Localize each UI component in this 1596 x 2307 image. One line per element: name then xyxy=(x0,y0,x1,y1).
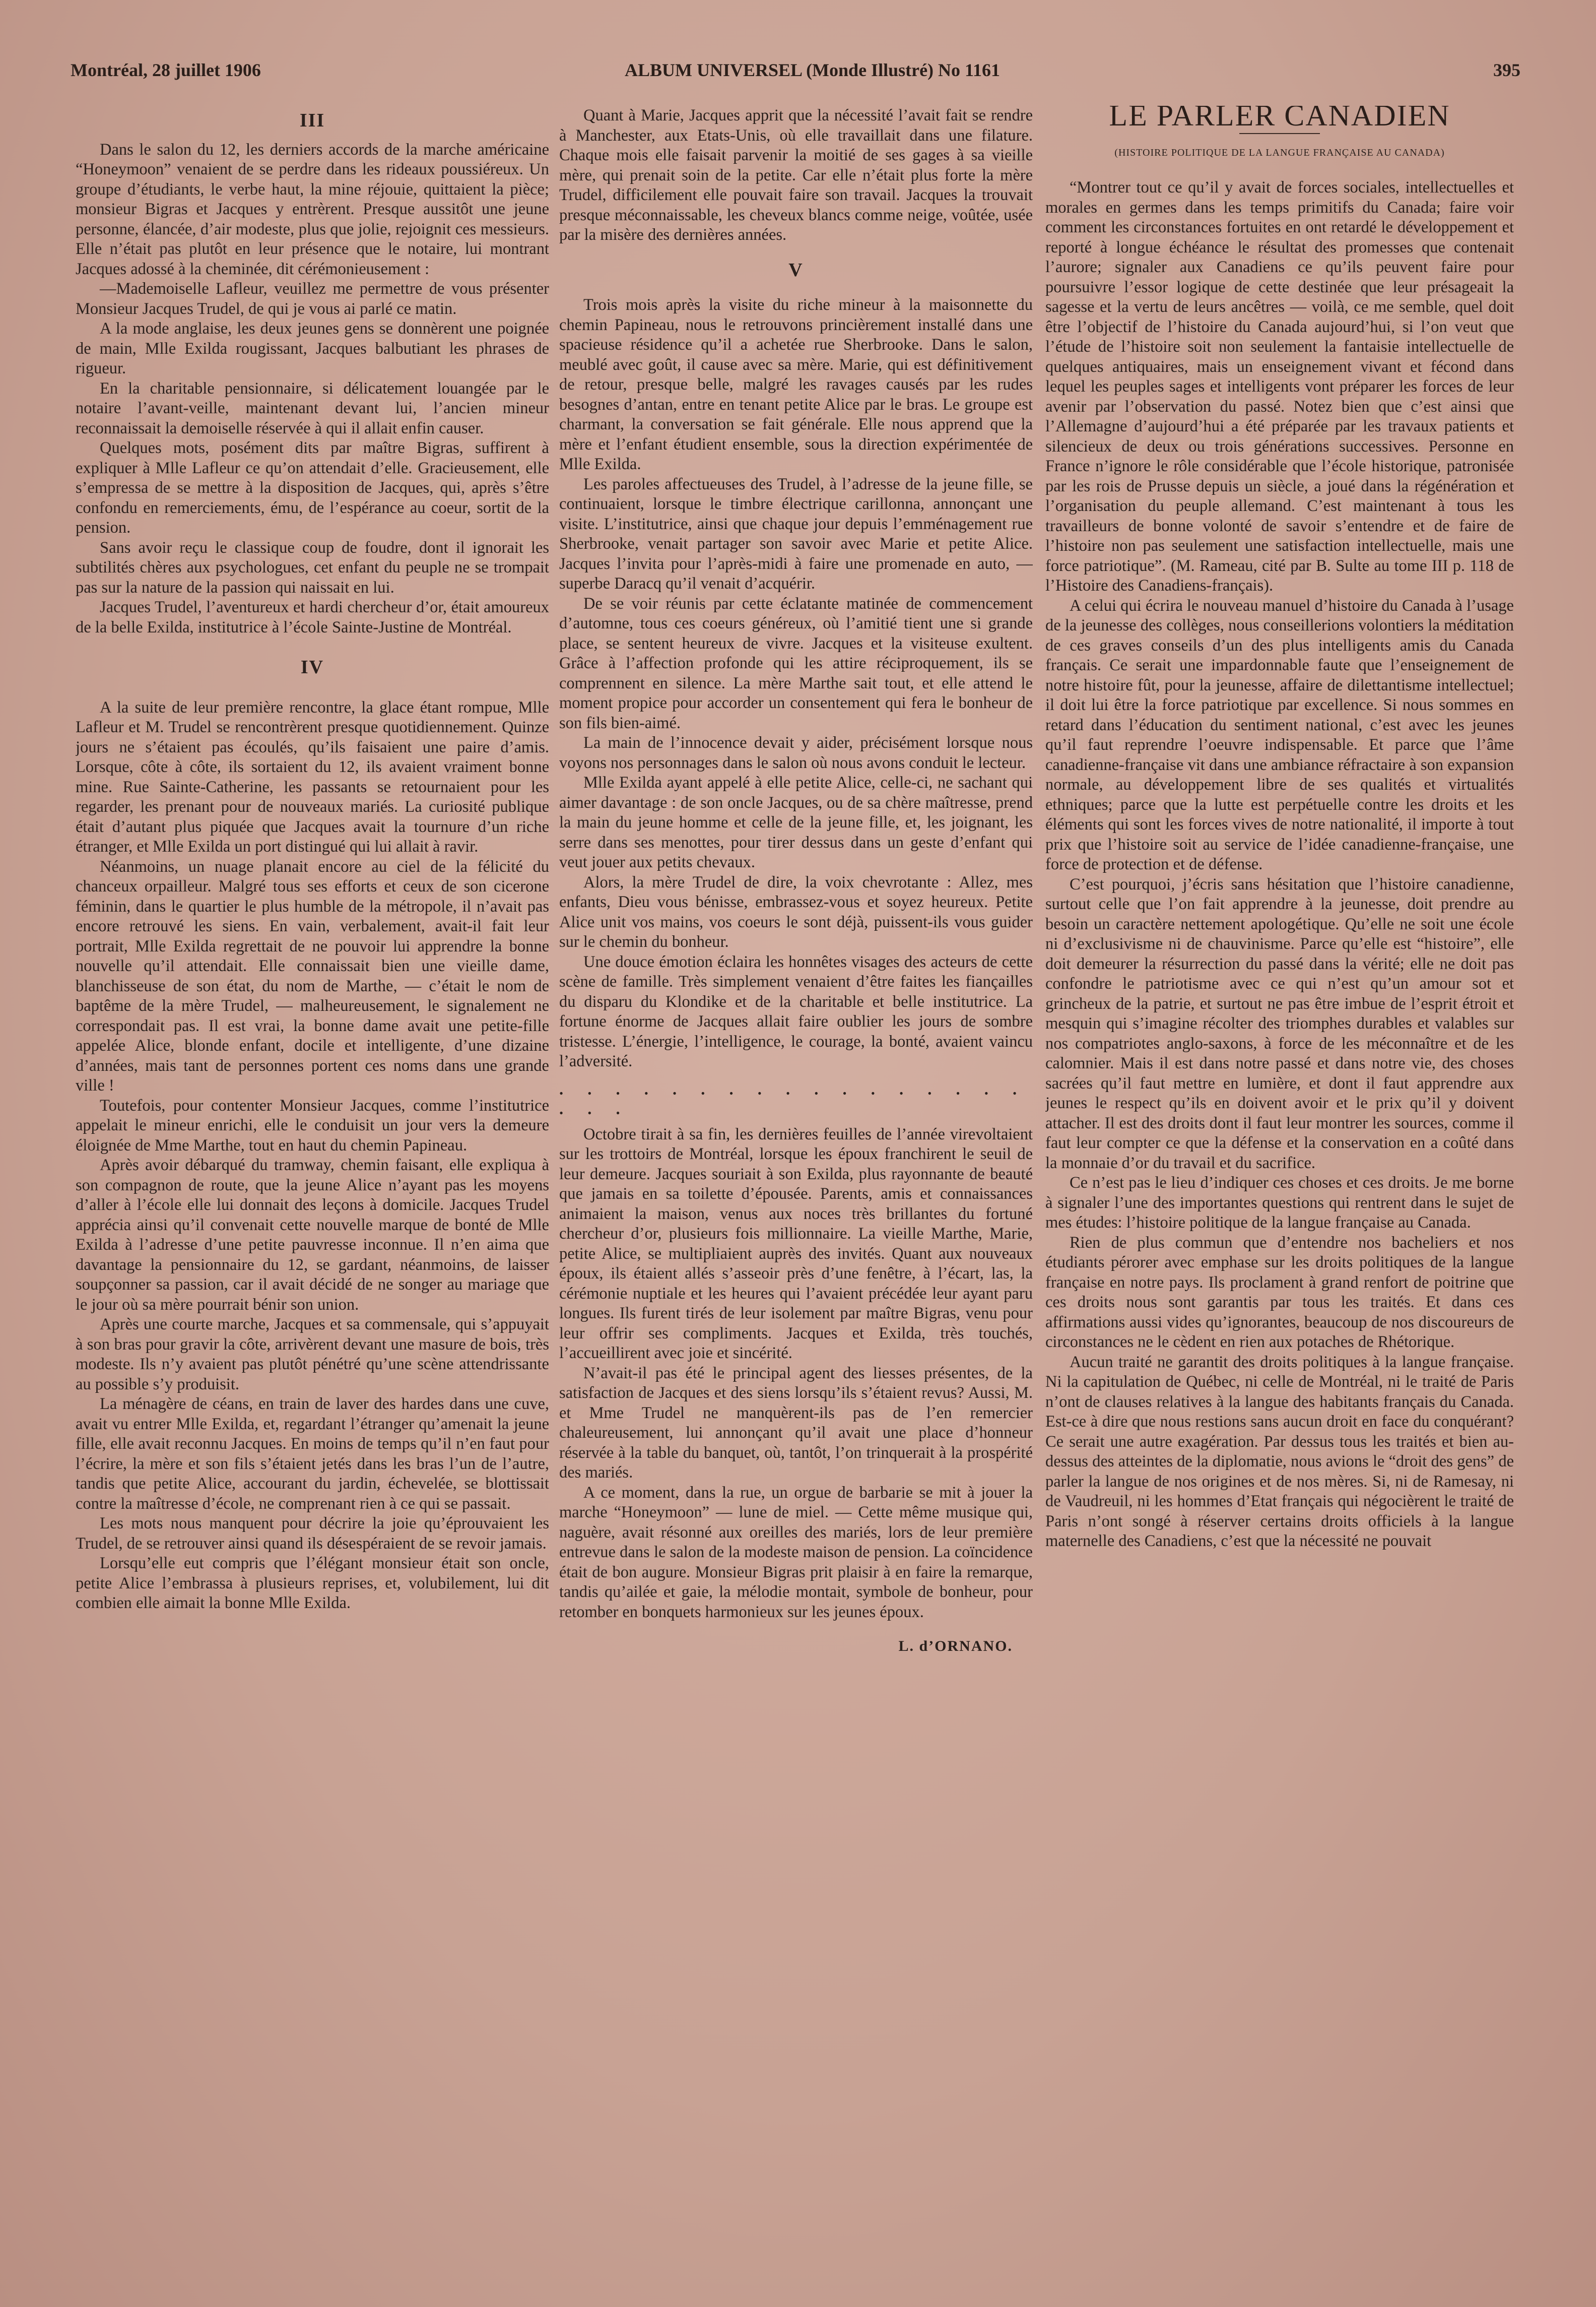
paragraph: “Montrer tout ce qu’il y avait de forces sociales, intellectuelles et morales en germes dans les temps primitifs du Canada; faire voir comment les circonstances fortuites en ont retardé le développement et reporté à longue échéance le résultat des promesses que contenait l’aurore; signaler aux Canadiens ce qu’ils peuvent faire pour poursuivre l’essor logique de cette destinée que leur présageait la sagesse et la vertu de leurs ancêtres — voilà, ce me semble, quel doit être l’objectif de l’histoire du Canada aujourd’hui, si l’on veut que l’étude de l’histoire soit non seulement la fantaisie intellectuelle de quelques antiquaires, mais un enseignement vivant et fécond dans lequel les peuples sages et intelligents vont préparer les forces de leur avenir par l’observation du passé. Notez bien que c’est ainsi que l’Allemagne d’aujourd’hui a été préparée par les travaux patients et silencieux de deux ou trois générations successives. Personne en France n’ignore le rôle considérable que l’école historique, patronisée par les rois de Prusse depuis un siècle, a joué dans la régénération et l’organisation du peuple allemand. C’est maintenant à tous les travailleurs de bonne volonté de savoir s’entendre et de faire de l’histoire non pas seulement une satisfaction intellectuelle, mais une force patriotique”. (M. Rameau, cité par B. Sulte au tome III p. 118 de l’Histoire des Canadiens-français). xyxy=(1045,178,1514,595)
paragraph: —Mademoiselle Lafleur, veuillez me permettre de vous présenter Monsieur Jacques Trudel, de qui je vous ai parlé ce matin. xyxy=(76,280,549,318)
paragraph: C’est pourquoi, j’écris sans hésitation que l’histoire canadienne, surtout celle que l’on fait apprendre à la jeunesse, doit prendre au besoin un caractère nettement apologétique. Qu’elle ne soit une école ni d’exclusivisme ni de chauvinisme. Parce qu’elle est “histoire”, elle doit demeurer la résurrection du passé dans la vérité; elle ne doit pas confondre le patriotisme avec ce qui n’est qu’un amour sot et grincheux de la patrie, et surtout ne pas être imbue de l’esprit étroit et mesquin qui s’imagine récolter des triomphes durables et valables sur nos compatriotes anglo-saxons, à force de les méconnaître et de les calomnier. Mais il est dans notre passé et dans notre vie, des choses sacrées qu’il faut mettre en lumière, et dont il faut apprendre aux jeunes le respect qu’ils en doivent avoir et le prix qu’il y doivent attacher. Il est des droits dont il faut leur montrer les sources, comme il faut leur compter ce que la défense et la conservation en a coûté dans la monnaie d’or du travail et du sacrifice. xyxy=(1045,875,1514,1172)
article-title: LE PARLER CANADIEN xyxy=(1109,106,1450,132)
paragraph: A la suite de leur première rencontre, la glace étant rompue, Mlle Lafleur et M. Trudel se rencontrèrent presque quotidiennement. Quinze jours ne s’étaient pas écoulés, qu’ils faisaient une paire d’amis. Lorsque, côte à côte, ils sortaient du 12, ils avaient vraiment bonne mine. Rue Sainte-Catherine, les passants se retournaient pour les regarder, les prenant pour de nouveaux mariés. La curiosité publique était d’autant plus piquée que Jacques avait la tournure d’un riche étranger, et Mlle Exilda un port distingué qui lui allait à ravir. xyxy=(76,698,549,856)
paragraph: A ce moment, dans la rue, un orgue de barbarie se mit à jouer la marche “Honeymoon” — lune de miel. — Cette même musique qui, naguère, avait résonné aux oreilles des mariés, lors de leur première entrevue dans le salon de la modeste maison de pension. La coïncidence était de bon augure. Monsieur Bigras prit plaisir à en faire la remarque, tandis qu’ailée et gaie, la mélodie montait, symbole de bonheur, pour retomber en bonquets harmonieux sur les jeunes époux. xyxy=(559,1483,1033,1621)
section-heading-v: V xyxy=(788,259,804,281)
paragraph: Mlle Exilda ayant appelé à elle petite Alice, celle-ci, ne sachant qui aimer davantage : de son oncle Jacques, ou de sa chère maîtresse, prend la main du jeune homme et celle de la jeune fille, et, les joignant, les serre dans ses menottes, pour tirer dessus dans un geste d’enfant qui veut jouer aux petits chevaux. xyxy=(559,774,1033,871)
paragraph: Trois mois après la visite du riche mineur à la maisonnette du chemin Papineau, nous le retrouvons princièrement installé dans une spacieuse résidence qu’il a achetée rue Sherbrooke. Dans le salon, meublé avec goût, il cause avec sa mère. Marie, qui est définitivement de retour, presque belle, malgré les ravages causés par les rudes besognes d’antan, entre en tenant petite Alice par le bras. Le groupe est charmant, la conversation se fait générale. Elle nous apprend que la mère et l’enfant étudient ensemble, sous la direction expérimentée de Mlle Exilda. xyxy=(559,296,1033,473)
paragraph: Après avoir débarqué du tramway, chemin faisant, elle expliqua à son compagnon de route, que la jeune Alice n’ayant pas les moyens d’aller à l’école elle lui donnait des leçons à domicile. Jacques Trudel apprécia ainsi qu’il convenait cette nouvelle marque de bonté de Mlle Exilda à l’adresse d’une petite pauvresse inconnue. Il n’en aima que davantage la pensionnaire du 12, se gardant, néanmoins, de laisser soupçonner sa passion, car il avait décidé de ne songer au mariage que le jour où sa mère pourrait bénir son union. xyxy=(76,1156,549,1314)
section-heading-iii: III xyxy=(299,110,325,131)
paragraph: Alors, la mère Trudel de dire, la voix chevrotante : Allez, mes enfants, Dieu vous bénisse, embrassez-vous et soyez heureux. Petite Alice unit vos mains, vos coeurs le sont déjà, puissent-ils vous guider sur le chemin du bonheur. xyxy=(559,873,1033,951)
paragraph: Rien de plus commun que d’entendre nos bacheliers et nos étudiants pérorer avec emphase sur les droits politiques de la langue française en notre pays. Ils proclament à grand renfort de poitrine que ces droits nous sont garantis par tous les traités. Et dans ces affirmations aussi vides qu’ignorantes, beaucoup de nos discoureurs de circonstances ne le cèdent en rien aux potaches de Rhétorique. xyxy=(1045,1233,1514,1351)
paragraph: Lorsqu’elle eut compris que l’élégant monsieur était son oncle, petite Alice l’embrassa à plusieurs reprises, et, volubilement, lui dit combien elle aimait la bonne Mlle Exilda. xyxy=(76,1554,549,1612)
column-1 xyxy=(76,106,549,2273)
paragraph: Jacques Trudel, l’aventureux et hardi chercheur d’or, était amoureux de la belle Exilda, institutrice à l’école Sainte-Justine de Montréal. xyxy=(76,598,549,636)
section-heading-iv: IV xyxy=(300,657,324,678)
paragraph: Dans le salon du 12, les derniers accords de la marche américaine “Honeymoon” venaient de se perdre dans les rideaux poussiéreux. Un groupe d’étudiants, le verbe haut, la mine réjouie, quittaient la pièce; monsieur Bigras et Jacques y entrèrent. Presque aussitôt une jeune personne, élancée, d’air modeste, plus que jolie, rejoignit ces messieurs. Elle n’était pas plutôt en leur présence que le notaire, lui montrant Jacques adossé à la cheminée, dit cérémonieusement : xyxy=(76,140,549,278)
paragraph: Après une courte marche, Jacques et sa commensale, qui s’appuyait à son bras pour gravir la côte, arrivèrent devant une masure de bois, très modeste. Ils n’y avaient pas plutôt pénétré qu’une scène attendrissante au possible s’y produisit. xyxy=(76,1315,549,1393)
publication-title: ALBUM UNIVERSEL (Monde Illustré) No 1161 xyxy=(625,60,1001,80)
paragraph: La main de l’innocence devait y aider, précisément lorsque nous voyons nos personnages dans le salon où nous avons conduit le lecteur. xyxy=(559,734,1033,772)
column-2 xyxy=(559,106,1033,2273)
paragraph: Une douce émotion éclaira les honnêtes visages des acteurs de cette scène de famille. Très simplement venaient d’être faites les fiançailles du disparu du Klondike et de la charitable et belle institutrice. La fortune énorme de Jacques allait faire oublier les jours de sombre tristesse. L’énergie, l’intelligence, le courage, la bonté, avaient vaincu l’adversité. xyxy=(559,952,1033,1070)
running-head xyxy=(71,59,1520,90)
paragraph: Octobre tirait à sa fin, les dernières feuilles de l’année virevoltaient sur les trottoirs de Montréal, lorsque les époux franchirent le seuil de leur demeure. Jacques souriait à son Exilda, plus rayonnante de beauté que jamais en sa toilette d’épousée. Parents, amis et connaissances animaient la maison, venus aux noces très brillantes du fortuné chercheur d’or, plusieurs fois millionnaire. La vieille Marthe, Marie, petite Alice, se multipliaient auprès des invités. Quant aux nouveaux époux, ils étaient allés s’asseoir près d’une fenêtre, à l’écart, las, la cérémonie nuptiale et les heures qui l’avaient précédée leur ayant paru longues. Ils furent tirés de leur isolement par maître Bigras, venu pour leur offrir ses compliments. Jacques et Exilda, très touchés, l’accueillirent avec joie et sincérité. xyxy=(559,1125,1033,1362)
paragraph: Aucun traité ne garantit des droits politiques à la langue française. Ni la capitulation de Québec, ni celle de Montréal, ni le traité de Paris n’ont de clauses relatives à la langue des habitants français du Canada. Est-ce à dire que nous restions sans aucun droit en face du conquérant? Ce serait une autre exagération. Par dessus tous les traités et bien au-dessus des atteintes de la diplomatie, nous avions le “droit des gens” de parler la langue de nos origines et de nos mères. Si, ni de Ramesay, ni de Vaudreuil, ni les hommes d’Etat français qui négocièrent le traité de Paris n’ont songé à réserver certains droits officiels à la langue maternelle des Canadiens, c’est que la nécessité ne pouvait xyxy=(1045,1353,1514,1550)
paragraph: Sans avoir reçu le classique coup de foudre, dont il ignorait les subtilités chères aux psychologues, cet enfant du peuple ne se trompait pas sur la nature de la passion qui naissait en lui. xyxy=(76,538,549,597)
section-separator: . . . . . . . . . . . . . . . . . . . . xyxy=(559,1080,1027,1118)
paragraph: Quelques mots, posément dits par maître Bigras, suffirent à expliquer à Mlle Lafleur ce qu’on attendait d’elle. Gracieusement, elle s’empressa de se mettre à la disposition de Jacques, qui, après s’être confondu en remerciements, ému, de l’espérance au coeur, sortit de la pension. xyxy=(76,439,549,537)
paragraph: N’avait-il pas été le principal agent des liesses présentes, de la satisfaction de Jacques et des siens lorsqu’ils s’étaient revus? Aussi, M. et Mme Trudel ne manquèrent-ils pas de l’en remercier chaleureusement, lui annonçant qu’il avait une place d’honneur réservée à la table du banquet, où, tantôt, l’on trinquerait à la prospérité des mariés. xyxy=(559,1364,1033,1482)
issue-date: Montréal, 28 juillet 1906 xyxy=(71,60,261,80)
paragraph: Quant à Marie, Jacques apprit que la nécessité l’avait fait se rendre à Manchester, aux Etats-Unis, où elle travaillait dans une filature. Chaque mois elle faisait parvenir la moitié de ses gages à sa vieille mère, qui prenait soin de la petite. Car elle n’était plus forte la mère Trudel, difficilement elle pouvait faire son travail. Jacques la trouvait presque méconnaissable, les cheveux blancs comme neige, voûtée, usée par la misère des dernières années. xyxy=(559,106,1033,244)
paragraph: Les mots nous manquent pour décrire la joie qu’éprouvaient les Trudel, de se retrouver ainsi quand ils désespéraient de se revoir jamais. xyxy=(76,1514,549,1553)
column-3 xyxy=(1045,106,1514,2273)
paragraph: A la mode anglaise, les deux jeunes gens se donnèrent une poignée de main, Mlle Exilda rougissant, Jacques balbutiant les phrases de rigueur. xyxy=(76,319,549,377)
paragraph: Néanmoins, un nuage planait encore au ciel de la félicité du chanceux orpailleur. Malgré tous ses efforts et ceux de son cicerone féminin, dans le quartier le plus humble de la métropole, il n’avait pas encore retrouvé les siens. En vain, verbalement, avait-il fait leur portrait, Mlle Exilda regrettait de ne pouvoir lui apprendre la bonne nouvelle qu’il attendait. Elle connaissait bien une vieille dame, blanchisseuse de son état, du nom de Marthe, — c’était le nom de baptême de la mère Trudel, — malheureusement, le signalement ne correspondait pas. Il est vrai, la bonne dame avait une petite-fille appelée Alice, blonde enfant, docile et intelligente, d’une dizaine d’années, mais tant de personnes portent ces noms dans une grande ville ! xyxy=(76,857,549,1095)
title-rule xyxy=(1239,133,1320,134)
author-signature: L. d’ORNANO. xyxy=(898,1638,1013,1654)
paragraph: A celui qui écrira le nouveau manuel d’histoire du Canada à l’usage de la jeunesse des collèges, nous conseillerions volontiers la méditation de ces graves conseils d’un des plus intelligents amis du Canada français. Ce serait une impardonnable faute que l’enseignement de notre histoire fût, pour la jeunesse, affaire de dilettantisme intellectuel; il doit lui être la force patriotique par excellence. Si nous sommes en retard dans l’éducation du sentiment national, c’est avec les jeunes qu’il faut reprendre l’oeuvre indispensable. Et parce que l’âme canadienne-française vit dans une ambiance réfractaire à son expansion normale, au développement libre de ses qualités et virtualités ethniques; parce que la lutte est perpétuelle contre les droits et les éléments qui sont les forces vives de notre nationalité, il importe à tout prix que l’histoire soit au service de l’idée canadienne-française, une force de protection et de défense. xyxy=(1045,596,1514,873)
paragraph: Les paroles affectueuses des Trudel, à l’adresse de la jeune fille, se continuaient, lorsque le timbre électrique carillonna, annonçant une visite. L’institutrice, ainsi que chaque jour depuis l’emménagement rue Sherbrooke, venait partager son savoir avec Marie et petite Alice. Jacques l’invita pour l’après-midi à faire une promenade en auto, — superbe Daracq qu’il venait d’acquérir. xyxy=(559,475,1033,593)
paragraph: Ce n’est pas le lieu d’indiquer ces choses et ces droits. Je me borne à signaler l’une des importantes questions qui rentrent dans le sujet de mes études: l’histoire politique de la langue française au Canada. xyxy=(1045,1174,1514,1232)
paragraph: La ménagère de céans, en train de laver des hardes dans une cuve, avait vu entrer Mlle Exilda, et, regardant l’étranger qu’amenait la jeune fille, elle avait reconnu Jacques. En moins de temps qu’il n’en faut pour l’écrire, la mère et son fils s’étaient jetés dans les bras l’un de l’autre, tandis que petite Alice, accourant du jardin, échevelée, se blottissait contre la maîtresse d’école, ne comprenant rien à ce qui se passait. xyxy=(76,1395,549,1513)
paragraph: En la charitable pensionnaire, si délicatement louangée par le notaire l’avant-veille, maintenant devant lui, l’ancien mineur reconnaissait la demoiselle réservée à qui il allait enfin causer. xyxy=(76,379,549,437)
paragraph: Toutefois, pour contenter Monsieur Jacques, comme l’institutrice appelait le mineur enrichi, elle le conduisit un jour vers la demeure éloignée de Mme Marthe, tout en haut du chemin Papineau. xyxy=(76,1096,549,1155)
page-number: 395 xyxy=(1493,60,1520,80)
paragraph: De se voir réunis par cette éclatante matinée de commencement d’automne, tous ces coeurs généreux, où l’amitié tient une si grande place, se sentent heureux de vivre. Jacques et la visiteuse exultent. Grâce à l’affection profonde qui les attire réciproquement, ils se comprennent en silence. La mère Marthe sait tout, et elle attend le moment propice pour accorder un consentement qui fera le bonheur de son fils bien-aimé. xyxy=(559,594,1033,732)
article-subtitle: (HISTOIRE POLITIQUE DE LA LANGUE FRANÇAISE AU CANADA) xyxy=(1114,147,1445,158)
